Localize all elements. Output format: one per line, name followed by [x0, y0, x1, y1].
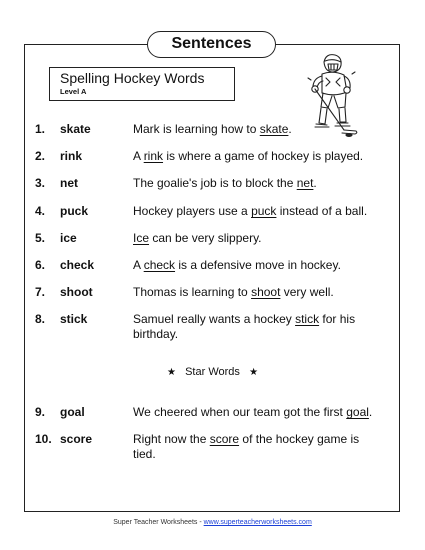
sentence-text: . [313, 176, 317, 190]
underlined-word: check [143, 258, 176, 272]
star-words-heading [0, 366, 425, 378]
spelling-word: goal [60, 405, 85, 419]
item-number: 10. [35, 432, 52, 446]
example-sentence [133, 204, 383, 219]
spelling-word: check [60, 258, 95, 272]
sentence-text: A [133, 149, 144, 163]
sentence-text: can be very slippery. [149, 231, 262, 245]
item-number: 2. [35, 149, 46, 163]
sentence-text: Hockey players use a [133, 204, 252, 218]
spelling-word: rink [60, 149, 83, 163]
sentence-text: Thomas is learning to [133, 285, 252, 299]
sentence-text: is a defensive move in hockey. [175, 258, 341, 272]
underlined-word: rink [143, 149, 164, 163]
item-number: 6. [35, 258, 46, 272]
example-sentence [133, 258, 383, 273]
underlined-word: goal [346, 405, 369, 419]
sentence-text: Mark is learning how to [133, 122, 260, 136]
spelling-word: score [60, 432, 93, 446]
example-sentence [133, 149, 383, 164]
sentence-text: We cheered when our team got the first [133, 405, 347, 419]
example-sentence [133, 176, 383, 191]
spelling-word: shoot [60, 285, 93, 299]
sentence-text: for his birthday. [133, 312, 356, 341]
underlined-word: stick [295, 312, 320, 326]
sentence-text: Samuel really wants a hockey [133, 312, 296, 326]
underlined-word: net [296, 176, 314, 190]
sentence-text: . [288, 122, 292, 136]
sentence-text: of the hockey game is tied. [133, 432, 360, 461]
item-number: 7. [35, 285, 46, 299]
example-sentence [133, 122, 383, 137]
spelling-word: net [60, 176, 78, 190]
underlined-word: shoot [251, 285, 281, 299]
level-label: Level A [60, 87, 87, 96]
sentence-text: . [368, 405, 373, 419]
sentence-text: Right now the [133, 432, 210, 446]
spelling-word: stick [60, 312, 88, 326]
page-title: Sentences [147, 31, 276, 58]
underlined-word: Ice [133, 231, 150, 245]
footer-link[interactable]: www.superteacherworksheets.com [203, 519, 312, 526]
spelling-word: puck [60, 204, 89, 218]
sentence-text: instead of a ball. [276, 204, 368, 218]
item-number: 4. [35, 204, 46, 218]
item-number: 9. [35, 405, 46, 419]
sentence-text: is where a game of hockey is played. [163, 149, 364, 163]
item-number: 1. [35, 122, 46, 136]
sentence-text: The goalie's job is to block the [133, 176, 297, 190]
example-sentence [133, 231, 383, 246]
worksheet-title-box [49, 67, 235, 101]
example-sentence [133, 405, 383, 420]
star-words-label: Star Words [185, 366, 240, 378]
footer-text: Super Teacher Worksheets - [113, 519, 204, 526]
star-icon: ★ [249, 367, 259, 378]
underlined-word: score [209, 432, 240, 446]
item-number: 8. [35, 312, 46, 326]
star-icon: ★ [166, 367, 176, 378]
example-sentence [133, 312, 383, 342]
worksheet-title: Spelling Hockey Words [60, 70, 205, 86]
item-number: 5. [35, 231, 46, 245]
spelling-word: ice [60, 231, 77, 245]
item-number: 3. [35, 176, 46, 190]
footer [0, 519, 425, 526]
spelling-word: skate [60, 122, 91, 136]
underlined-word: skate [259, 122, 289, 136]
example-sentence [133, 285, 383, 300]
example-sentence [133, 432, 383, 462]
sentence-text: very well. [280, 285, 334, 299]
sentence-text: A [133, 258, 144, 272]
underlined-word: puck [251, 204, 277, 218]
